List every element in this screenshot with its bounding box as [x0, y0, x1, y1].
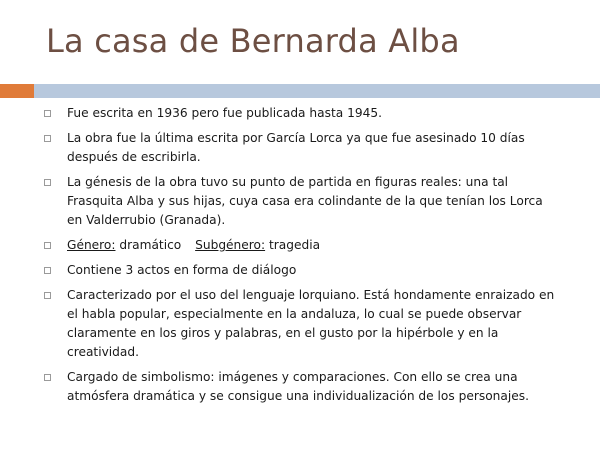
bullet-text: La obra fue la última escrita por García Lorca ya que fue asesinado 10 días después de escribirla.: [67, 131, 525, 164]
square-bullet-icon: [44, 374, 51, 381]
bullet-text: Contiene 3 actos en forma de diálogo: [67, 263, 297, 277]
bullet-text: Fue escrita en 1936 pero fue publicada hasta 1945.: [67, 106, 382, 120]
square-bullet-icon: [44, 242, 51, 249]
bullet-item-genre: [40, 236, 560, 255]
square-bullet-icon: [44, 110, 51, 117]
genre-label: Género:: [67, 238, 116, 252]
subgenre-label: Subgénero:: [195, 238, 266, 252]
bullet-text: Caracterizado por el uso del lenguaje lorquiano. Está hondamente enraizado en el habla popular, especialmente en la andaluza, lo cual se puede observar claramente en los giros y palabras, en el gusto por la hipérbole y en la creatividad.: [67, 288, 555, 359]
accent-bar-blue: [34, 84, 600, 98]
bullet-item: [40, 368, 560, 406]
bullet-item: [40, 129, 560, 167]
bullet-text: La génesis de la obra tuvo su punto de partida en figuras reales: una tal Frasquita Alba y sus hijas, cuya casa era colindante de la que tenían los Lorca en Valderrubio (Granada).: [67, 175, 543, 227]
bullet-item: [40, 261, 560, 280]
bullet-text: Cargado de simbolismo: imágenes y comparaciones. Con ello se crea una atmósfera dramática y se consigue una individualización de los personajes.: [67, 370, 529, 403]
square-bullet-icon: [44, 179, 51, 186]
bullet-item: [40, 286, 560, 362]
genre-value: dramático: [119, 238, 182, 252]
bullet-item: [40, 104, 560, 123]
accent-bar-orange: [0, 84, 34, 98]
slide-title: La casa de Bernarda Alba: [46, 22, 460, 60]
subgenre-value: tragedia: [268, 238, 321, 252]
square-bullet-icon: [44, 135, 51, 142]
square-bullet-icon: [44, 292, 51, 299]
square-bullet-icon: [44, 267, 51, 274]
bullet-list: [40, 104, 560, 412]
bullet-item: [40, 173, 560, 230]
